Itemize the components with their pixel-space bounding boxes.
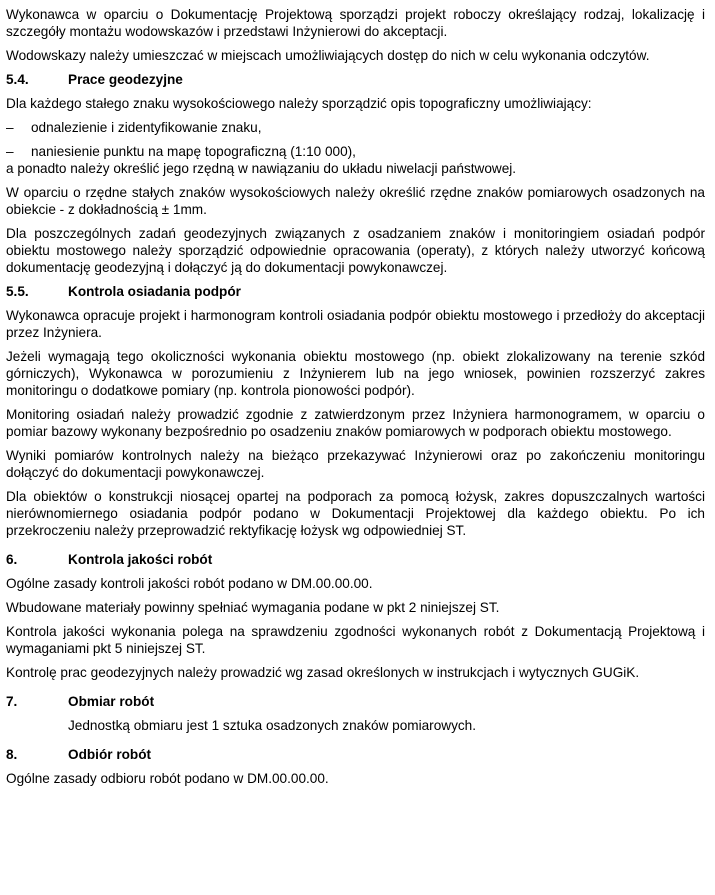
paragraph: Wykonawca opracuje projekt i harmonogram kontroli osiadania podpór obiektu mostowego i przedłoży do akceptacji przez Inżyniera. — [6, 308, 705, 340]
section-heading-5-4 — [6, 71, 705, 88]
paragraph: Kontrolę prac geodezyjnych należy prowadzić wg zasad określonych w instrukcjach i wytycznych GUGiK. — [6, 665, 640, 680]
paragraph: Wbudowane materiały powinny spełniać wymagania podane w pkt 2 niniejszej ST. — [6, 600, 500, 615]
section-heading-6 — [6, 551, 705, 568]
paragraph: Dla obiektów o konstrukcji niosącej opartej na podporach za pomocą łożysk, zakres dopuszczalnych wartości nierównomiernego osiadania podpór podano w Dokumentacji Projektowej dla każdego obiektu. Po ich przekroczeniu należy przeprowadzić rektyfikację łożysk wg odpowiedniej ST. — [6, 489, 705, 538]
paragraph: Wykonawca w oparciu o Dokumentację Projektową sporządzi projekt roboczy określający rodzaj, lokalizację i szczegóły montażu wodowskazów i przedstawi Inżynierowi do akceptacji. — [6, 7, 705, 39]
dash-bullet: – — [6, 144, 14, 159]
paragraph: Wodowskazy należy umieszczać w miejscach umożliwiających dostęp do nich w celu wykonania odczytów. — [6, 48, 650, 63]
list-item — [6, 119, 705, 136]
section-number: 7. — [6, 694, 18, 709]
section-title: Prace geodezyjne — [68, 72, 183, 87]
section-number: 5.4. — [6, 72, 29, 87]
paragraph: W oparciu o rzędne stałych znaków wysokościowych należy określić rzędne znaków pomiarowych osadzonych na obiekcie - z dokładnością ± 1mm. — [6, 185, 705, 217]
paragraph: Dla każdego stałego znaku wysokościowego należy sporządzić opis topograficzny umożliwiający: — [6, 96, 592, 111]
paragraph: Wyniki pomiarów kontrolnych należy na bieżąco przekazywać Inżynierowi oraz po zakończeniu monitoringu dołączyć do dokumentacji powykonawczej. — [6, 448, 705, 480]
section-number: 5.5. — [6, 284, 29, 299]
paragraph: Kontrola jakości wykonania polega na sprawdzeniu zgodności wykonanych robót z Dokumentacją Projektową i wymaganiami pkt 5 niniejszej ST. — [6, 624, 705, 656]
section-heading-7 — [6, 693, 705, 710]
paragraph: Dla poszczególnych zadań geodezyjnych związanych z osadzaniem znaków i monitoringiem osiadań podpór obiektu mostowego należy sporządzić odpowiednie opracowania (operaty), z których należy utworzyć końcową dokumentację geodezyjną i dołączyć ją do dokumentacji powykonawczej. — [6, 226, 705, 275]
section-number: 8. — [6, 747, 18, 762]
document-page — [6, 6, 705, 794]
section-heading-8 — [6, 746, 705, 763]
list-item — [6, 143, 705, 177]
paragraph: Ogólne zasady kontroli jakości robót podano w DM.00.00.00. — [6, 576, 373, 591]
paragraph: Jeżeli wymagają tego okoliczności wykonania obiektu mostowego (np. obiekt zlokalizowany na terenie szkód górniczych), Wykonawca w porozumieniu z Inżynierem lub na jego wniosek, powinien rozszerzyć zakres monitoringu o dodatkowe pomiary (np. kontrola pionowości podpór). — [6, 349, 705, 398]
list-item-text: odnalezienie i zidentyfikowanie znaku, — [31, 120, 262, 135]
section-title: Kontrola jakości robót — [68, 552, 213, 567]
section-title: Obmiar robót — [68, 694, 155, 709]
paragraph: Monitoring osiadań należy prowadzić zgodnie z zatwierdzonym przez Inżyniera harmonogramem, w oparciu o pomiar bazowy wykonany bezpośrednio po osadzeniu znaków pomiarowych w podporach obiektu mostowego. — [6, 407, 705, 439]
section-title: Kontrola osiadania podpór — [68, 284, 241, 299]
dash-bullet: – — [6, 120, 14, 135]
list-item-continuation: a ponadto należy określić jego rzędną w nawiązaniu do układu niwelacji państwowej. — [6, 161, 517, 176]
section-number: 6. — [6, 552, 18, 567]
list-item-text: naniesienie punktu na mapę topograficzną (1:10 000), — [31, 144, 356, 159]
section-title: Odbiór robót — [68, 747, 152, 762]
section-heading-5-5 — [6, 283, 705, 300]
paragraph: Ogólne zasady odbioru robót podano w DM.00.00.00. — [6, 771, 329, 786]
paragraph: Jednostką obmiaru jest 1 sztuka osadzonych znaków pomiarowych. — [68, 718, 477, 733]
